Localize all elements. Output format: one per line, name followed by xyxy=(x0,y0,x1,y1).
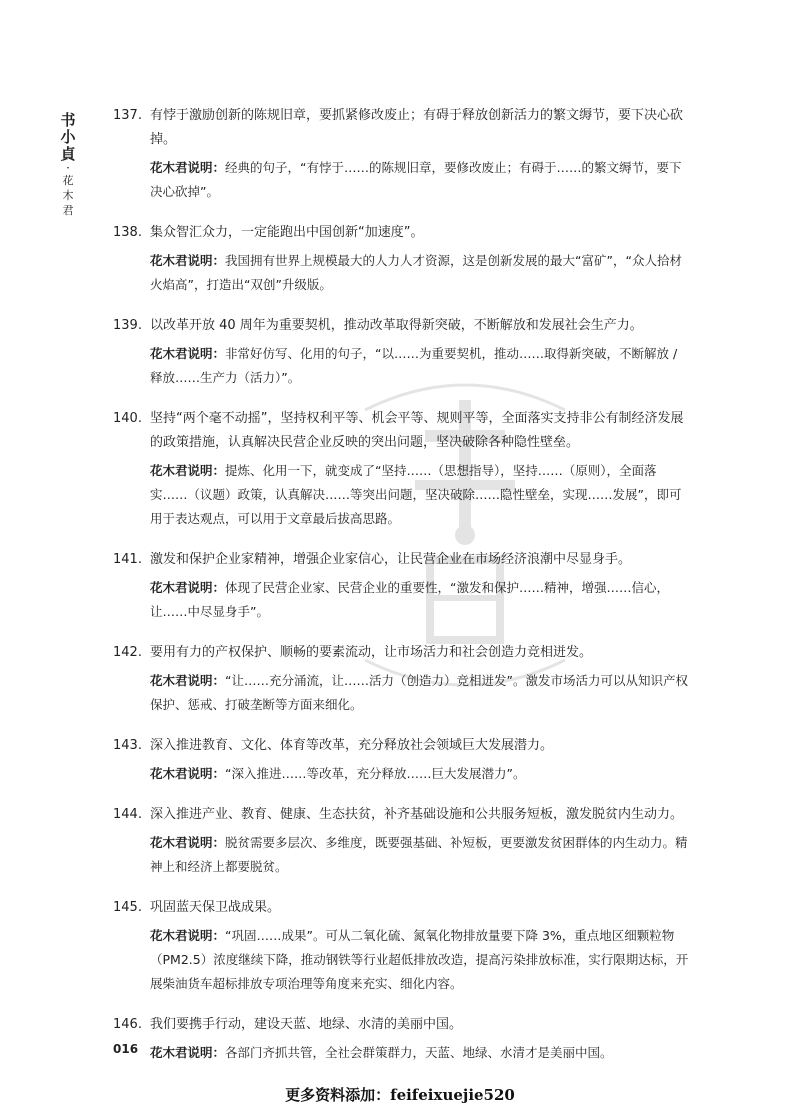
entry-138 xyxy=(113,221,693,297)
entry-number: 139. xyxy=(113,318,142,333)
entry-number: 145. xyxy=(113,900,142,915)
entry-text: 坚持“两个毫不动摇”，坚持权利平等、机会平等、规则平等，全面落实支持非公有制经济发展的政策措施，认真解决民营企业反映的突出问题，坚决破除各种隐性壁垒。 xyxy=(150,411,684,450)
entry-text: 巩固蓝天保卫战成果。 xyxy=(150,900,281,915)
note-text: 我国拥有世界上规模最大的人力人才资源，这是创新发展的最大“富矿”，“众人拾材火焰高”，打造出“双创”升级版。 xyxy=(150,253,682,292)
entry-141 xyxy=(113,548,693,624)
entry-number: 141. xyxy=(113,552,142,567)
entry-note xyxy=(150,669,693,717)
brand-sub-1: 花 xyxy=(62,174,74,187)
entry-text: 我们要携手行动，建设天蓝、地绿、水清的美丽中国。 xyxy=(150,1017,463,1032)
entry-text: 激发和保护企业家精神，增强企业家信心，让民营企业在市场经济浪潮中尽显身手。 xyxy=(150,552,632,567)
note-label: 花木君说明： xyxy=(150,463,226,478)
entry-145 xyxy=(113,896,693,996)
entry-note xyxy=(150,156,693,204)
entry-text: 深入推进产业、教育、健康、生态扶贫，补齐基础设施和公共服务短板，激发脱贫内生动力。 xyxy=(150,807,684,822)
note-label: 花木君说明： xyxy=(150,580,226,595)
entry-number: 137. xyxy=(113,108,142,123)
entry-142 xyxy=(113,641,693,717)
note-text: “让……充分涌流，让……活力（创造力）竞相迸发”。激发市场活力可以从知识产权保护、惩戒、打破垄断等方面来细化。 xyxy=(150,673,688,712)
entry-144 xyxy=(113,803,693,879)
entry-146 xyxy=(113,1013,693,1065)
note-text: 脱贫需要多层次、多维度，既要强基础、补短板，更要激发贫困群体的内生动力。精神上和经济上都要脱贫。 xyxy=(150,835,688,874)
note-label: 花木君说明： xyxy=(150,835,226,850)
entry-text: 集众智汇众力，一定能跑出中国创新“加速度”。 xyxy=(150,225,424,240)
content-column xyxy=(113,104,693,1082)
entry-note xyxy=(150,831,693,879)
entry-number: 144. xyxy=(113,807,142,822)
entry-note xyxy=(150,576,693,624)
note-label: 花木君说明： xyxy=(150,253,226,268)
side-brand xyxy=(58,112,78,218)
entry-text: 以改革开放 40 周年为重要契机，推动改革取得新突破，不断解放和发展社会生产力。 xyxy=(150,318,643,333)
note-text: “深入推进……等改革，充分释放……巨大发展潜力”。 xyxy=(225,766,526,781)
note-label: 花木君说明： xyxy=(150,766,226,781)
entry-number: 142. xyxy=(113,645,142,660)
entry-note xyxy=(150,924,693,996)
entry-140 xyxy=(113,407,693,531)
entry-text: 深入推进教育、文化、体育等改革，充分释放社会领域巨大发展潜力。 xyxy=(150,738,554,753)
entry-note xyxy=(150,762,693,786)
brand-char-3: 貞 xyxy=(60,145,76,163)
entry-note xyxy=(150,342,693,390)
entry-number: 143. xyxy=(113,738,142,753)
entry-note xyxy=(150,1041,693,1065)
entry-text: 要用有力的产权保护、顺畅的要素流动，让市场活力和社会创造力竞相迸发。 xyxy=(150,645,593,660)
note-label: 花木君说明： xyxy=(150,1045,226,1060)
note-text: 体现了民营企业家、民营企业的重要性，“激发和保护……精神，增强……信心，让……中尽显身手”。 xyxy=(150,580,669,619)
note-text: “巩固……成果”。可从二氧化硫、氮氧化物排放量要下降 3%，重点地区细颗粒物（PM2.5）浓度继续下降，推动钢铁等行业超低排放改造，提高污染排放标准，实行限期达标，开展柴油货车超标排放专项治理等角度来充实、细化内容。 xyxy=(150,928,689,991)
entry-number: 146. xyxy=(113,1017,142,1032)
page-number: 016 xyxy=(113,1042,139,1056)
brand-char-2: 小 xyxy=(60,128,76,146)
footer-contact: 更多资料添加：feifeixuejie520 xyxy=(285,1086,515,1104)
entry-number: 140. xyxy=(113,411,142,426)
brand-sub-3: 君 xyxy=(62,204,74,217)
entry-note xyxy=(150,459,693,531)
note-label: 花木君说明： xyxy=(150,928,226,943)
note-text: 提炼、化用一下，就变成了“坚持……（思想指导），坚持……（原则），全面落实……（议题）政策，认真解决……等突出问题，坚决破除……隐性壁垒，实现……发展”，即可用于表达观点，可以用于文章最后拔高思路。 xyxy=(150,463,682,526)
entry-137 xyxy=(113,104,693,204)
note-label: 花木君说明： xyxy=(150,346,226,361)
note-text: 非常好仿写、化用的句子，“以……为重要契机，推动……取得新突破，不断解放 / 释放……生产力（活力）”。 xyxy=(150,346,678,385)
entry-number: 138. xyxy=(113,225,142,240)
note-label: 花木君说明： xyxy=(150,673,226,688)
brand-sub-2: 木 xyxy=(62,189,74,202)
note-label: 花木君说明： xyxy=(150,160,226,175)
note-text: 经典的句子，“有悖于……的陈规旧章，要修改废止；有碍于……的繁文缛节，要下决心砍掉”。 xyxy=(150,160,682,199)
brand-char-1: 书 xyxy=(60,111,76,129)
entry-139 xyxy=(113,314,693,390)
entry-143 xyxy=(113,734,693,786)
entry-note xyxy=(150,249,693,297)
brand-dot: · xyxy=(66,161,70,175)
entry-text: 有悖于激励创新的陈规旧章，要抓紧修改废止；有碍于释放创新活力的繁文缛节，要下决心砍掉。 xyxy=(150,108,684,147)
note-text: 各部门齐抓共管，全社会群策群力，天蓝、地绿、水清才是美丽中国。 xyxy=(225,1045,613,1060)
